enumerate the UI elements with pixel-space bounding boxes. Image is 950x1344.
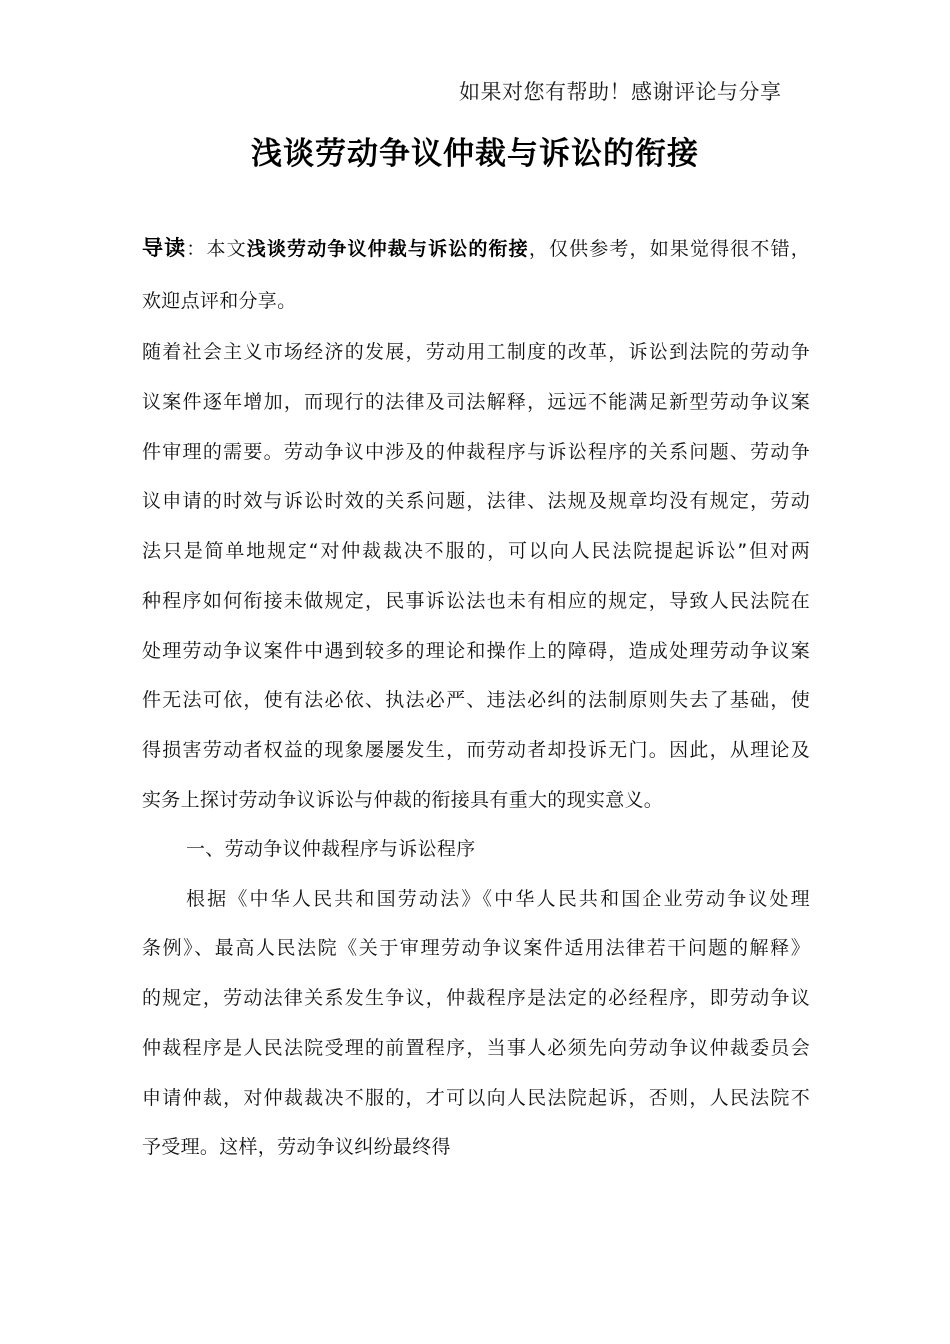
paragraph-1-line: 议案件逐年增加，而现行的法律及司法解释，远远不能满足新型劳动争议案 [142, 391, 810, 413]
intro-line-2: 欢迎点评和分享。 [142, 290, 297, 312]
intro-article-title: 浅谈劳动争议仲裁与诉讼的衔接 [246, 238, 529, 260]
paragraph-1-line: 实务上探讨劳动争议诉讼与仲裁的衔接具有重大的现实意义。 [142, 789, 664, 811]
header-note: 如果对您有帮助！感谢评论与分享 [459, 80, 782, 104]
paragraph-2-line: 申请仲裁，对仲裁裁决不服的，才可以向人民法院起诉，否则，人民法院不 [142, 1087, 810, 1109]
paragraph-2-line: 仲裁程序是人民法院受理的前置程序，当事人必须先向劳动争议仲裁委员会 [142, 1037, 810, 1059]
section-heading: 一、劳动争议仲裁程序与诉讼程序 [186, 838, 476, 860]
paragraph-1-line: 法只是简单地规定“对仲裁裁决不服的，可以向人民法院提起诉讼”但对两 [142, 540, 810, 562]
paragraph-1-line: 议申请的时效与诉讼时效的关系问题，法律、法规及规章均没有规定，劳动 [142, 490, 810, 512]
paragraph-2-line: 予受理。这样，劳动争议纠纷最终得 [142, 1136, 451, 1158]
paragraph-1-line: 件无法可依，使有法必依、执法必严、违法必纠的法制原则失去了基础，使 [142, 689, 810, 711]
paragraph-1-line: 件审理的需要。劳动争议中涉及的仲裁程序与诉讼程序的关系问题、劳动争 [142, 441, 810, 463]
intro-line-1 [142, 232, 810, 262]
paragraph-1-line: 处理劳动争议案件中遇到较多的理论和操作上的障碍，造成处理劳动争议案 [142, 640, 810, 662]
paragraph-2-line: 条例》、最高人民法院《关于审理劳动争议案件适用法律若干问题的解释》 [142, 937, 810, 959]
document-title: 浅谈劳动争议仲裁与诉讼的衔接 [251, 136, 699, 172]
intro-label: 导读 [142, 236, 187, 260]
paragraph-1-line: 种程序如何衔接未做规定，民事诉讼法也未有相应的规定，导致人民法院在 [142, 590, 810, 612]
paragraph-1-line: 随着社会主义市场经济的发展，劳动用工制度的改革，诉讼到法院的劳动争 [142, 341, 810, 363]
paragraph-2-line: 的规定，劳动法律关系发生争议，仲裁程序是法定的必经程序，即劳动争议 [142, 987, 810, 1009]
intro-rest: ，仅供参考，如果觉得很不错， [528, 238, 811, 260]
paragraph-2-line: 根据《中华人民共和国劳动法》《中华人民共和国企业劳动争议处理 [186, 888, 810, 910]
intro-colon: ：本文 [186, 238, 247, 260]
paragraph-1-line: 得损害劳动者权益的现象屡屡发生，而劳动者却投诉无门。因此，从理论及 [142, 739, 810, 761]
